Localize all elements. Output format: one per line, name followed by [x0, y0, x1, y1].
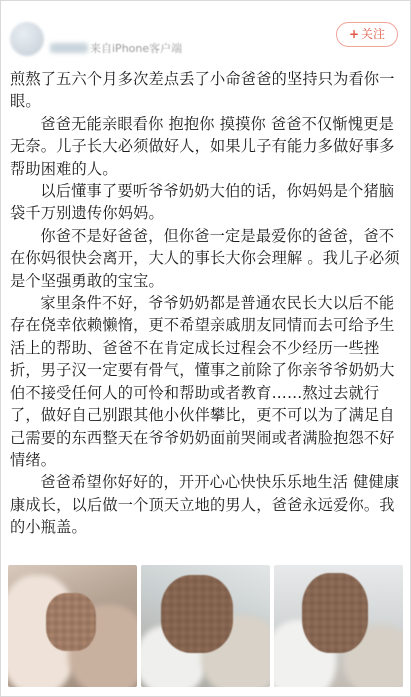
post-paragraph: 煎熬了五六个月多次差点丢了小命爸爸的坚持只为看你一眼。 [10, 70, 395, 111]
post-source: 来自iPhone客户端 [90, 42, 183, 55]
post-photo-2[interactable] [141, 565, 270, 687]
post-photo-3[interactable] [274, 565, 403, 687]
avatar[interactable] [10, 22, 44, 56]
post-meta [50, 40, 182, 56]
post-paragraph: 你爸不是好爸爸，但你爸一定是最爱你的爸爸，爸不在你妈很快会离开，大人的事长大你会理解 。我儿子必须是个坚强勇敢的宝宝。 [10, 226, 400, 290]
post-paragraph: 家里条件不好，爷爷奶奶都是普通农民长大以后不能存在侥幸依赖懒惰，更不希望亲戚朋友同情而去可给予生活上的帮助、爸爸不在肯定成长过程会不少经历一些挫折，男子汉一定要有骨气，懂事之前除了你亲爷爷奶奶大伯不接受任何人的可怜和帮助或者教育……熬过去就行了，做好自己别跟其他小伙伴攀比，更不可以为了满足自己需要的东西整天在爷爷奶奶面前哭闹或者满脸抱怨不好情绪。 [10, 294, 395, 469]
plus-icon: + [348, 27, 360, 41]
post-header [0, 0, 411, 66]
follow-label: 关注 [361, 27, 386, 41]
post-paragraph: 爸爸希望你好好的，开开心心快快乐乐地生活 健健康康成长，以后做一个顶天立地的男人，爸爸永远爱你。我的小瓶盖。 [10, 473, 400, 537]
post-content [10, 68, 401, 539]
photo-mosaic [161, 575, 233, 653]
blurred-username [50, 43, 88, 53]
post-paragraph: 爸爸无能亲眼看你 抱抱你 摸摸你 爸爸不仅惭愧更是无奈。儿子长大必须做好人，如果儿子有能力多做好事多帮助困难的人。 [10, 114, 395, 178]
post-photo-1[interactable] [8, 565, 137, 687]
photo-mosaic [302, 573, 368, 653]
photo-grid [8, 565, 403, 687]
photo-mosaic [46, 593, 96, 651]
post-paragraph: 以后懂事了要听爷爷奶奶大伯的话，你妈妈是个猪脑袋千万别遗传你妈妈。 [10, 182, 395, 223]
follow-button[interactable] [336, 22, 398, 47]
